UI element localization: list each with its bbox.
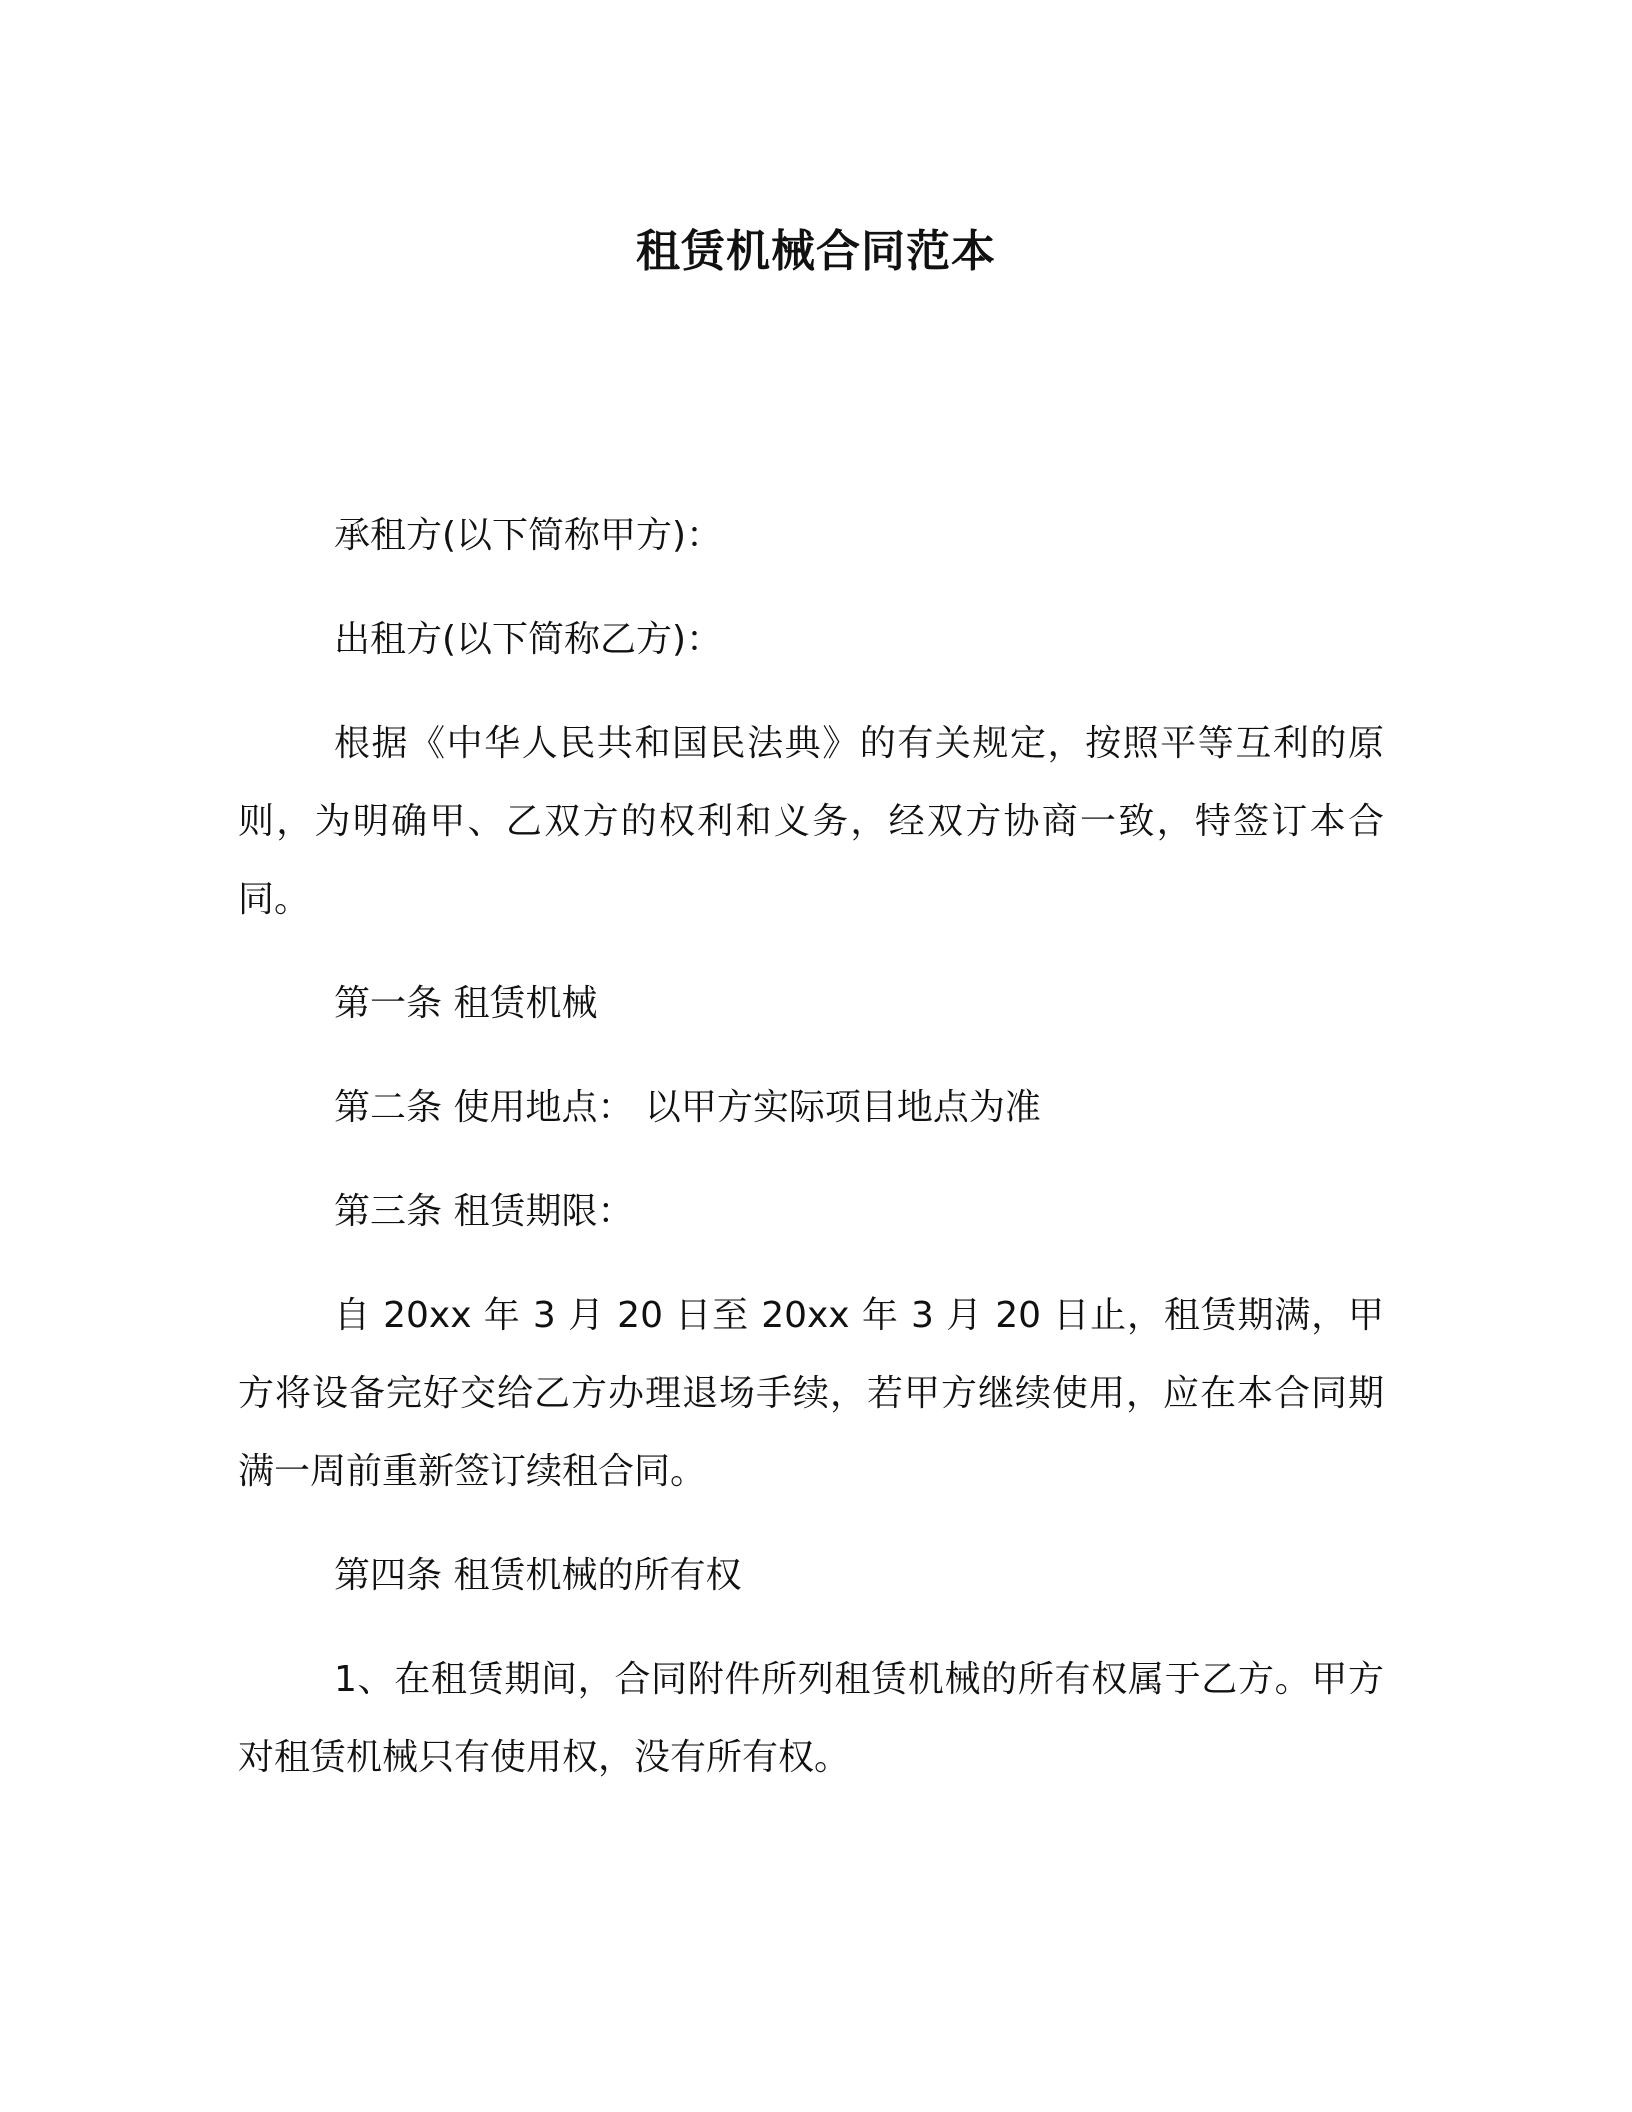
lessee-line: 承租方(以下简称甲方)： bbox=[334, 515, 723, 556]
article-3-heading: 第三条 租赁期限： bbox=[334, 1191, 634, 1232]
lease-term-paragraph: 自 20xx 年 3 月 20 日至 20xx 年 3 月 20 日止，租赁期满，甲方将设备完好交给乙方办理退场手续，若甲方继续使用，应在本合同期满一周前重新签订续租合同。 bbox=[238, 1295, 1384, 1492]
article-4-heading: 第四条 租赁机械的所有权 bbox=[334, 1555, 742, 1596]
document-title: 租赁机械合同范本 bbox=[636, 226, 996, 277]
article-1-heading: 第一条 租赁机械 bbox=[334, 983, 598, 1024]
lessor-line: 出租方(以下简称乙方)： bbox=[334, 619, 723, 660]
article-2-heading: 第二条 使用地点： 以甲方实际项目地点为准 bbox=[334, 1087, 1041, 1128]
document-body bbox=[238, 497, 1384, 1823]
preamble-paragraph: 根据《中华人民共和国民法典》的有关规定，按照平等互利的原则，为明确甲、乙双方的权利和义务，经双方协商一致，特签订本合同。 bbox=[238, 723, 1384, 920]
ownership-paragraph: 1、在租赁期间，合同附件所列租赁机械的所有权属于乙方。甲方对租赁机械只有使用权，没有所有权。 bbox=[238, 1659, 1384, 1778]
